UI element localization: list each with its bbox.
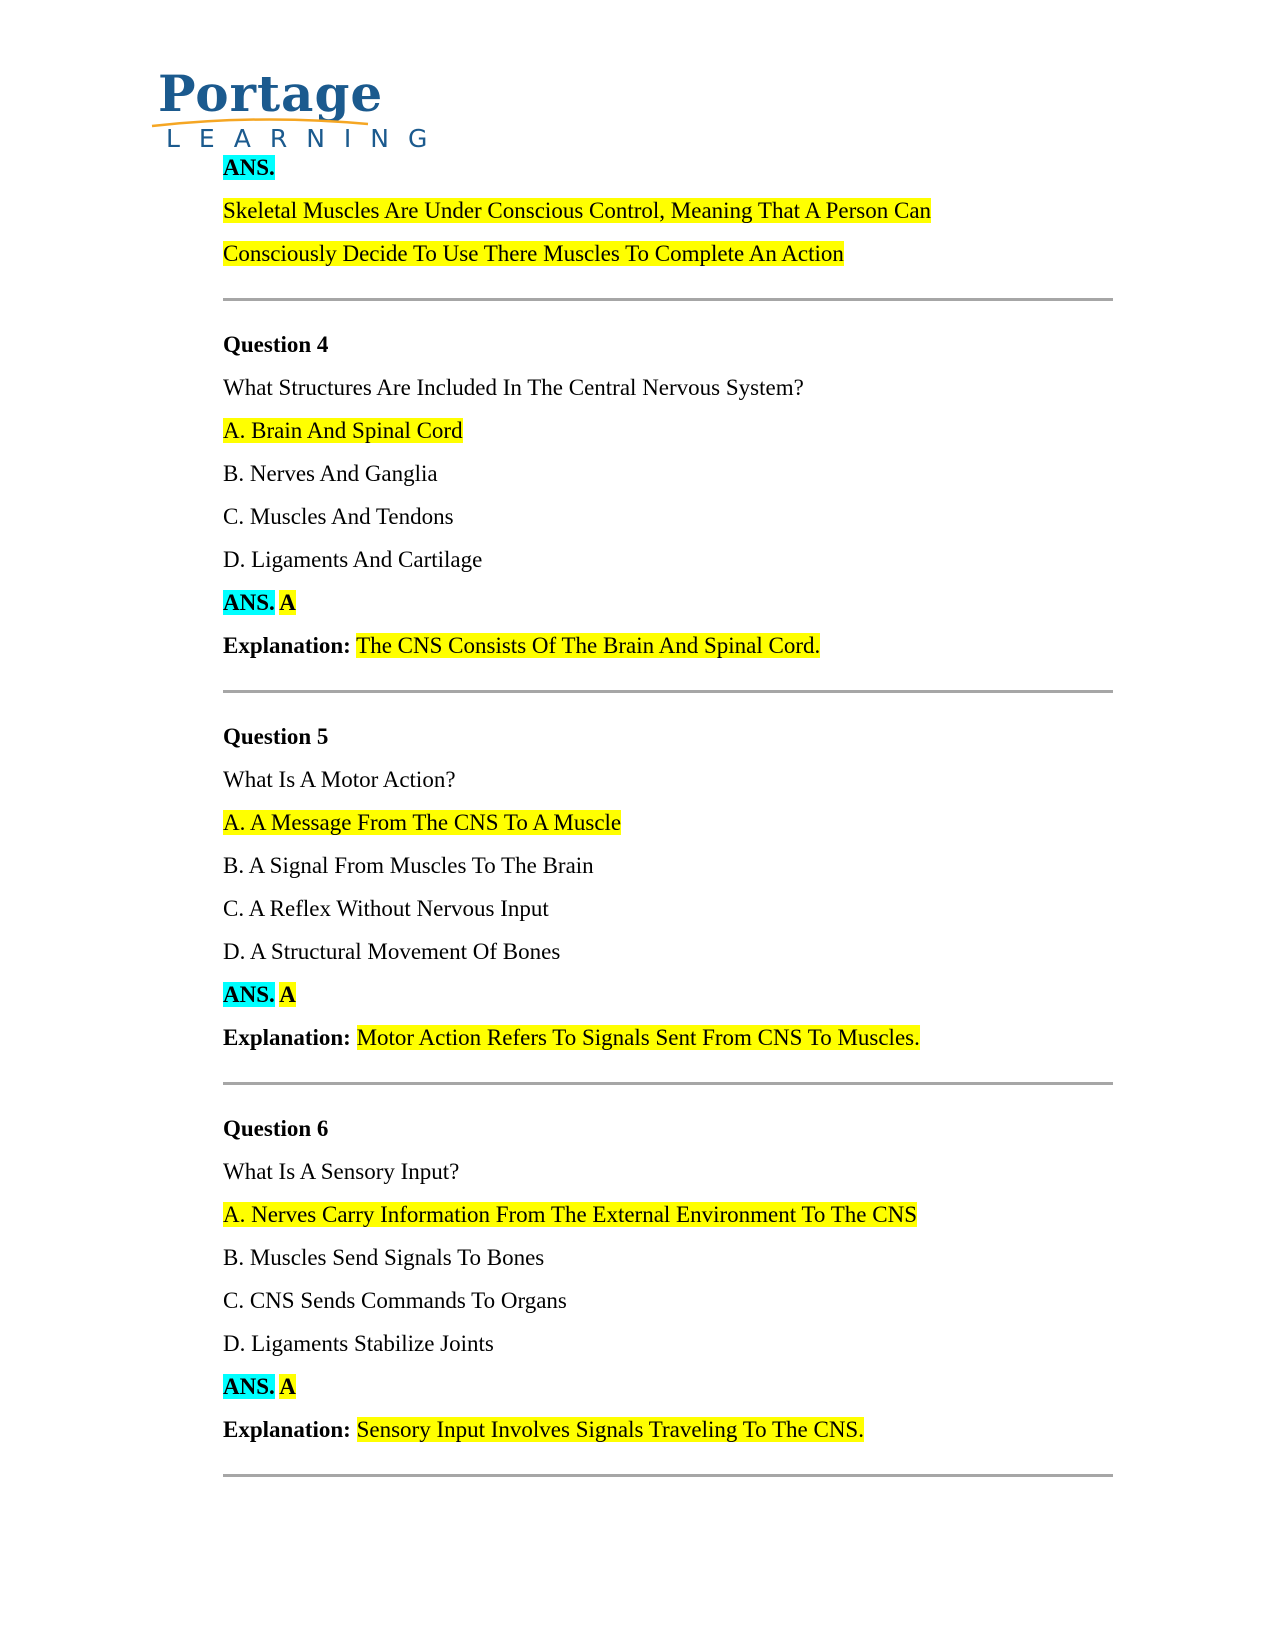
answer-text: Consciously Decide To Use There Muscles To Complete An Action (223, 241, 844, 266)
portage-learning-logo (150, 64, 447, 156)
document-body (223, 146, 1113, 1499)
option-c: C. CNS Sends Commands To Organs (223, 1288, 567, 1313)
option-a (223, 409, 1113, 452)
ans-line (223, 1365, 1113, 1408)
divider (223, 298, 1113, 301)
option-b: B. A Signal From Muscles To The Brain (223, 853, 594, 878)
question-title: Question 5 (223, 724, 329, 749)
divider (223, 1474, 1113, 1477)
ans-line (223, 581, 1113, 624)
explanation-text: Sensory Input Involves Signals Traveling To The CNS. (356, 1417, 864, 1442)
explanation-line (223, 1016, 1113, 1059)
explanation-line (223, 624, 1113, 667)
answer-text: Skeletal Muscles Are Under Conscious Control, Meaning That A Person Can (223, 198, 932, 223)
answer-text-line-2 (223, 232, 1113, 275)
question-prompt: What Structures Are Included In The Central Nervous System? (223, 375, 804, 400)
option-text: A. Brain And Spinal Cord (223, 418, 463, 443)
divider (223, 1082, 1113, 1085)
ans-label: ANS. (223, 982, 275, 1007)
option-text: A. Nerves Carry Information From The External Environment To The CNS (223, 1202, 918, 1227)
logo-subtitle: LEARNING (166, 124, 447, 153)
ans-label: ANS. (223, 155, 275, 180)
option-a (223, 1193, 1113, 1236)
option-d: D. Ligaments Stabilize Joints (223, 1331, 494, 1356)
option-d: D. Ligaments And Cartilage (223, 547, 483, 572)
question-prompt: What Is A Sensory Input? (223, 1159, 460, 1184)
previous-answer-section (223, 146, 1113, 275)
question-title: Question 6 (223, 1116, 329, 1141)
option-text: A. A Message From The CNS To A Muscle (223, 810, 622, 835)
explanation-text: Motor Action Refers To Signals Sent From CNS To Muscles. (356, 1025, 920, 1050)
answer-text-line-1 (223, 189, 1113, 232)
ans-value: A (279, 982, 296, 1007)
ans-line (223, 146, 1113, 189)
option-b: B. Muscles Send Signals To Bones (223, 1245, 545, 1270)
question-block-4 (223, 323, 1113, 667)
question-prompt: What Is A Motor Action? (223, 767, 456, 792)
option-c: C. Muscles And Tendons (223, 504, 454, 529)
option-b: B. Nerves And Ganglia (223, 461, 438, 486)
explanation-label: Explanation: (223, 1025, 351, 1050)
ans-label: ANS. (223, 1374, 275, 1399)
ans-value: A (279, 590, 296, 615)
option-c: C. A Reflex Without Nervous Input (223, 896, 549, 921)
logo-wordmark: Portage (158, 64, 384, 123)
ans-value: A (279, 1374, 296, 1399)
question-title: Question 4 (223, 332, 329, 357)
ans-label: ANS. (223, 590, 275, 615)
ans-line (223, 973, 1113, 1016)
question-block-6 (223, 1107, 1113, 1451)
explanation-label: Explanation: (223, 1417, 351, 1442)
explanation-text: The CNS Consists Of The Brain And Spinal Cord. (356, 633, 821, 658)
option-a (223, 801, 1113, 844)
divider (223, 690, 1113, 693)
option-d: D. A Structural Movement Of Bones (223, 939, 561, 964)
explanation-label: Explanation: (223, 633, 351, 658)
explanation-line (223, 1408, 1113, 1451)
question-block-5 (223, 715, 1113, 1059)
